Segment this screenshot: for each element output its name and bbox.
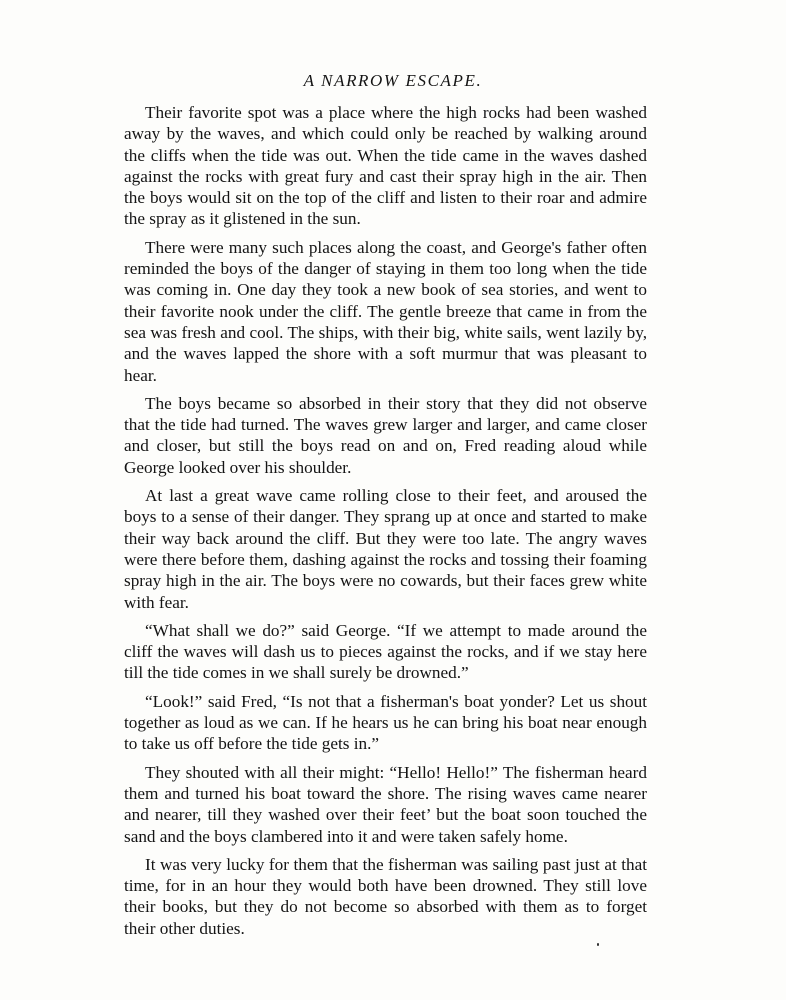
- paragraph-8: It was very lucky for them that the fisherman was sailing past just at that time, for in an hour they would both have been drowned. They still love their books, but they do not become so absorbed with them as to forget their other duties.: [124, 854, 647, 938]
- running-title: A NARROW ESCAPE.: [303, 71, 483, 90]
- paragraph-2: There were many such places along the coast, and George's father often reminded the boys of the danger of staying in them too long when the tide was coming in. One day they took a new book of sea stories, and went to their favorite nook under the cliff. The gentle breeze that came in from the sea was fresh and cool. The ships, with their big, white sails, went lazily by, and the waves lapped the shore with a soft murmur that was pleasant to hear.: [124, 237, 647, 385]
- page-body: [124, 102, 647, 939]
- paragraph-1: Their favorite spot was a place where the high rocks had been washed away by the waves, and which could only be reached by walking around the cliffs when the tide was out. When the tide came in the waves dashed against the rocks with great fury and cast their spray high in the air. Then the boys would sit on the top of the cliff and listen to their roar and admire the spray as it glistened in the sun.: [124, 103, 647, 229]
- paragraph-7: They shouted with all their might: “Hello! Hello!” The fisherman heard them and turned his boat toward the shore. The rising waves came nearer and nearer, till they washed over their feet’ but the boat soon touched the sand and the boys clambered into it and were taken safely home.: [124, 762, 647, 846]
- paragraph-4: At last a great wave came rolling close to their feet, and aroused the boys to a sense of their danger. They sprang up at once and started to make their way back around the cliff. But they were too late. The angry waves were there before them, dashing against the rocks and tossing their foaming spray high in the air. The boys were no cowards, but their faces grew white with fear.: [124, 486, 647, 612]
- paragraph-3: The boys became so absorbed in their story that they did not observe that the tide had turned. The waves grew larger and larger, and came closer and closer, but still the boys read on and on, Fred reading aloud while George looked over his shoulder.: [124, 393, 647, 477]
- ink-speck: [597, 943, 599, 946]
- paragraph-5: “What shall we do?” said George. “If we attempt to made around the cliff the waves will dash us to pieces against the rocks, and if we stay here till the tide comes in we shall surely be drowned.”: [124, 620, 647, 683]
- paragraph-6: “Look!” said Fred, “Is not that a fisherman's boat yonder? Let us shout together as loud as we can. If he hears us he can bring his boat near enough to take us off before the tide gets in.”: [124, 691, 647, 754]
